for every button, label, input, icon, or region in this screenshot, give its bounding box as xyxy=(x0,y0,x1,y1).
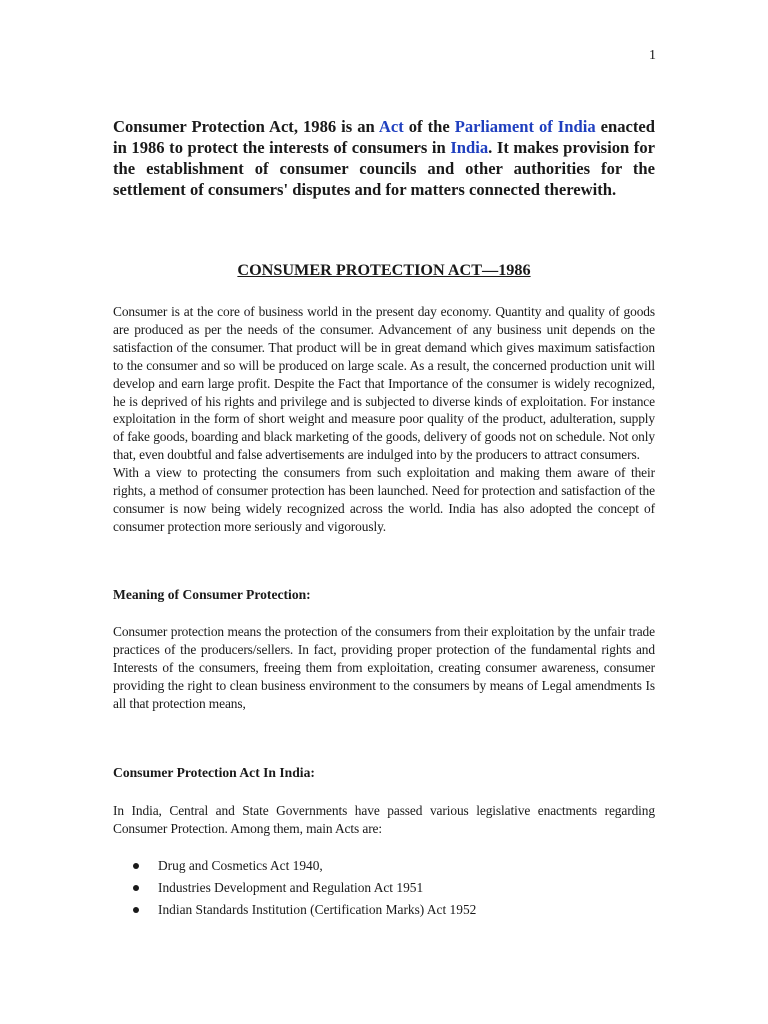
bullet-icon xyxy=(133,907,139,913)
consumer-intro-section xyxy=(113,303,655,536)
meaning-section xyxy=(113,623,655,713)
intro-text-1: Consumer Protection Act, 1986 is an xyxy=(113,117,379,136)
act-in-india-heading: Consumer Protection Act In India: xyxy=(113,765,315,780)
acts-list xyxy=(113,855,655,921)
consumer-intro-paragraph-1: Consumer is at the core of business world in the present day economy. Quantity and quality of goods are produced as per the needs of the consumer. Advancement of any business unit depends on the satisfaction of the consumer. That product will be in great demand which gives maximum satisfaction to the consumer and so will be produced on large scale. As a result, the concerned production unit will develop and earn large profit. Despite the Fact that Importance of the consumer is widely recognized, he is deprived of his rights and privilege and is subjected to diverse kinds of exploitation. For instance exploitation in the form of short weight and measure poor quality of the product, adulteration, supply of fake goods, boarding and black marketing of the goods, delivery of goods not on schedule. Not only that, even doubtful and false advertisements are indulged into by the producers to attract consumers. xyxy=(113,304,655,463)
intro-text-3: enacted in 1986 to protect the interests of consumers in xyxy=(113,117,656,157)
list-item xyxy=(113,855,655,877)
act-in-india-paragraph: In India, Central and State Governments have passed various legislative enactments regarding Consumer Protection. Among them, main Acts are: xyxy=(113,803,655,836)
bullet-icon xyxy=(133,863,139,869)
act-link[interactable]: Act xyxy=(378,117,404,136)
list-item xyxy=(113,899,655,921)
act-in-india-section xyxy=(113,802,655,838)
list-item xyxy=(113,877,655,899)
list-item-text: Indian Standards Institution (Certification Marks) Act 1952 xyxy=(158,902,477,917)
consumer-intro-paragraph-2: With a view to protecting the consumers from such exploitation and making them aware of their rights, a method of consumer protection has been launched. Need for protection and satisfaction of the consumer is now being widely recognized across the world. India has also adopted the concept of consumer protection more seriously and vigorously. xyxy=(113,465,655,534)
india-link[interactable]: India xyxy=(450,138,489,157)
meaning-heading: Meaning of Consumer Protection: xyxy=(113,587,311,602)
bullet-icon xyxy=(133,885,139,891)
page-number: 1 xyxy=(649,48,656,63)
document-title: CONSUMER PROTECTION ACT—1986 xyxy=(237,261,531,279)
intro-text-4: . It makes provision for the establishment of consumer councils and other authorities for the settlement of consumers' disputes and for matters connected therewith. xyxy=(113,138,655,199)
intro-text-2: of the xyxy=(403,117,455,136)
meaning-paragraph: Consumer protection means the protection of the consumers from their exploitation by the unfair trade practices of the producers/sellers. In fact, providing proper protection of the fundamental rights and Interests of the consumers, freeing them from exploitation, creating consumer awareness, consumer providing the right to clean business environment to the consumers by means of Legal amendments Is all that protection means, xyxy=(113,624,655,711)
list-item-text: Industries Development and Regulation Act 1951 xyxy=(158,880,424,895)
parliament-of-india-link[interactable]: Parliament of India xyxy=(454,117,596,136)
list-item-text: Drug and Cosmetics Act 1940, xyxy=(158,858,323,873)
intro-paragraph xyxy=(113,116,655,200)
